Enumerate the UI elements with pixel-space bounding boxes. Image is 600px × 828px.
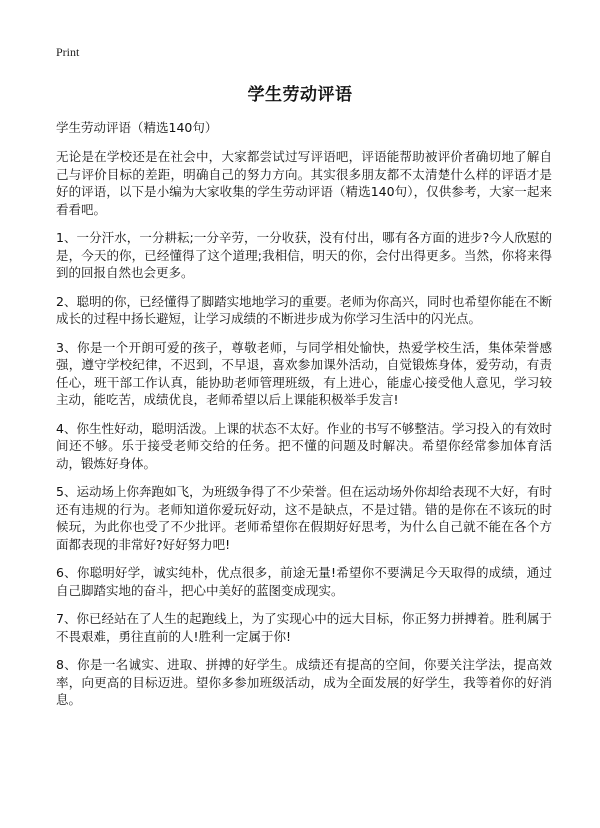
comment-paragraph-3: 3、你是一个开朗可爱的孩子，尊敬老师，与同学相处愉快，热爱学校生活，集体荣誉感强，遵守学校纪律，不迟到，不早退，喜欢参加课外活动，自觉锻炼身体，爱劳动，有责任心，班干部工作认真，能协助老师管理班级，有上进心，能虚心接受他人意见，学习较主动，能吃苦，成绩优良，老师希望以后上课能积极举手发言! xyxy=(56,339,552,407)
comment-paragraph-7: 7、你已经站在了人生的起跑线上，为了实现心中的远大目标，你正努力拼搏着。胜利属于不畏艰难，勇往直前的人!胜利一定属于你! xyxy=(56,611,552,644)
comment-paragraph-6: 6、你聪明好学，诚实纯朴，优点很多，前途无量!希望你不要满足今天取得的成绩，通过自己脚踏实地的奋斗，把心中美好的蓝图变成现实。 xyxy=(56,565,552,598)
comment-paragraph-5: 5、运动场上你奔跑如飞，为班级争得了不少荣誉。但在运动场外你却给表现不大好，有时还有违规的行为。老师知道你爱玩好动，这不是缺点，不是过错。错的是你在不该玩的时候玩，为此你也受了不少批评。老师希望你在假期好好思考，为什么自己就不能在各个方面都表现的非常好?好好努力吧! xyxy=(56,484,552,552)
comment-paragraph-4: 4、你生性好动，聪明活泼。上课的状态不太好。作业的书写不够整洁。学习投入的有效时间还不够。乐于接受老师交给的任务。把不懂的问题及时解决。希望你经常参加体育活动，锻炼好身体。 xyxy=(56,420,552,471)
comment-paragraph-2: 2、聪明的你，已经懂得了脚踏实地地学习的重要。老师为你高兴，同时也希望你能在不断成长的过程中扬长避短，让学习成绩的不断进步成为你学习生活中的闪光点。 xyxy=(56,293,552,326)
page-title: 学生劳动评语 xyxy=(247,85,353,105)
comment-paragraph-1: 1、一分汗水，一分耕耘;一分辛劳，一分收获，没有付出，哪有各方面的进步?今人欣慰的是，今天的你，已经懂得了这个道理;我相信，明天的你，会付出得更多。当然，你将来得到的回报自然也会更多。 xyxy=(56,230,552,280)
article-body xyxy=(56,118,552,720)
comment-paragraph-8: 8、你是一名诚实、进取、拼搏的好学生。成绩还有提高的空间，你要关注学法，提高效率，向更高的目标迈进。望你多参加班级活动，成为全面发展的好学生，我等着你的好消息。 xyxy=(56,657,552,707)
print-link[interactable]: Print xyxy=(56,45,80,59)
intro-paragraph: 无论是在学校还是在社会中，大家都尝试过写评语吧，评语能帮助被评价者确切地了解自己与评价目标的差距，明确自己的努力方向。其实很多朋友都不太清楚什么样的评语才是好的评语，以下是小编为大家收集的学生劳动评语（精选140句），仅供参考，大家一起来看看吧。 xyxy=(56,149,552,217)
article-subtitle: 学生劳动评语（精选140句） xyxy=(56,120,218,135)
